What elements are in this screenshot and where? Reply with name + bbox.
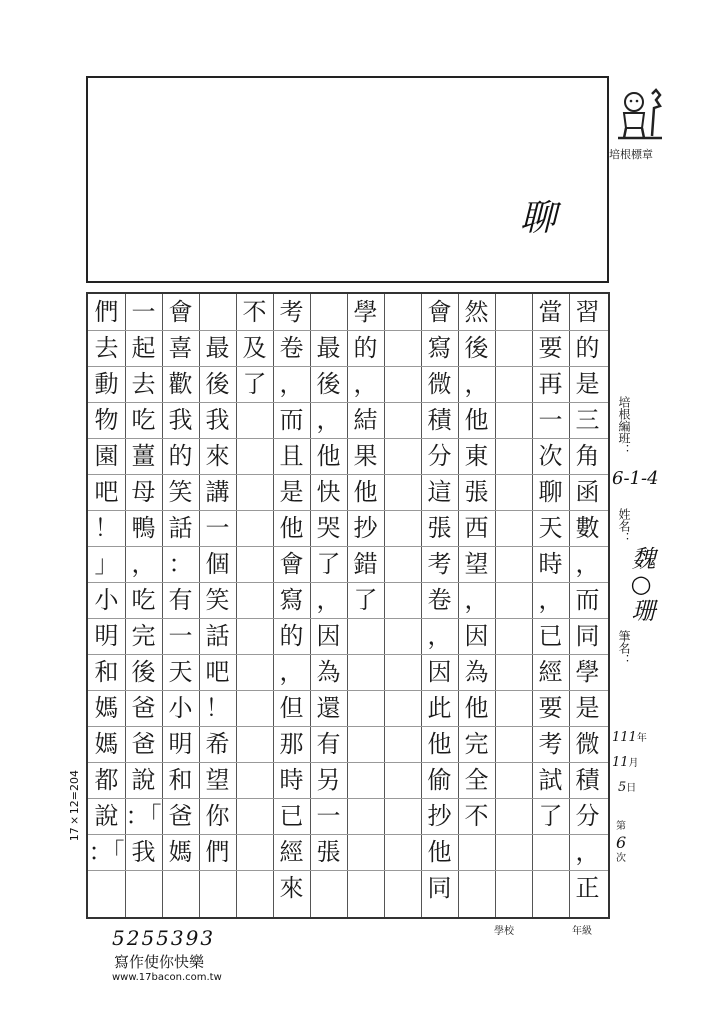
grid-cell: 來 [205, 442, 230, 470]
grid-cell: 卷 [279, 334, 304, 362]
grid-cell: 考 [279, 298, 304, 326]
grid-cell: 會 [168, 298, 193, 326]
grid-cell [384, 798, 421, 834]
grid-column [495, 294, 532, 917]
grid-cell [384, 870, 421, 906]
grid-cell: 聊 [538, 478, 563, 506]
grid-cell: 一 [316, 802, 341, 830]
grid-cell: 偷 [427, 766, 452, 794]
class-label: 培根編班： [617, 396, 631, 456]
grid-cell: 角 [575, 442, 600, 470]
grid-cell: 是 [279, 478, 304, 506]
grid-cell: 要 [538, 694, 563, 722]
grid-cell: 同 [575, 622, 600, 650]
grid-cell: 此 [427, 694, 452, 722]
grid-cell: 話 [168, 514, 193, 542]
grid-column [569, 294, 606, 917]
grid-cell: 我 [131, 838, 156, 866]
grid-cell [347, 690, 384, 726]
grid-cell [125, 870, 162, 906]
grid-cell: 他 [353, 478, 378, 506]
grid-column [310, 294, 347, 917]
grid-cell: 來 [279, 874, 304, 902]
grid-cell: 有 [168, 586, 193, 614]
grid-cell: 我 [168, 406, 193, 434]
handwritten-title-fragment: 聊 [520, 198, 557, 239]
grid-cell: 們 [94, 298, 119, 326]
grid-cell: 寫 [427, 334, 452, 362]
grid-cell: 結 [353, 406, 378, 434]
grid-cell: 試 [538, 766, 563, 794]
grade-label: 年級 [572, 926, 592, 937]
grid-cell: 寫 [279, 586, 304, 614]
grid-cell: 動 [94, 370, 119, 398]
grid-cell: 吧 [205, 658, 230, 686]
grid-cell: 笑 [168, 478, 193, 506]
grid-cell [347, 726, 384, 762]
grid-cell: 媽 [94, 694, 119, 722]
grid-cell [236, 762, 273, 798]
grid-cell: 個 [205, 550, 230, 578]
grid-cell [347, 762, 384, 798]
grid-cell: 不 [464, 802, 489, 830]
grid-cell: 說 [94, 802, 119, 830]
grid-cell [236, 618, 273, 654]
grid-cell: 經 [279, 838, 304, 866]
grid-cell: 為 [316, 658, 341, 686]
grid-cell: 和 [94, 658, 119, 686]
grid-cell [384, 402, 421, 438]
grid-cell: 去 [94, 334, 119, 362]
grid-cell [384, 438, 421, 474]
grid-cell [384, 474, 421, 510]
grid-cell [495, 690, 532, 726]
grid-cell: 但 [279, 694, 304, 722]
grid-cell: 鴨 [131, 514, 156, 542]
grid-cell [532, 870, 569, 906]
school-label: 學校 [494, 926, 514, 937]
grid-cell [236, 546, 273, 582]
grid-cell [458, 870, 495, 906]
grid-cell [495, 510, 532, 546]
writing-grid [86, 292, 610, 919]
grid-cell: 母 [131, 478, 156, 506]
grid-cell: 望 [205, 766, 230, 794]
grid-cell [495, 762, 532, 798]
grid-cell: 微 [575, 730, 600, 758]
grid-cell: 的 [279, 622, 304, 650]
grid-cell: 完 [131, 622, 156, 650]
grid-cell: 因 [316, 622, 341, 650]
grid-cell [495, 798, 532, 834]
logo-caption: 培根標章 [609, 148, 653, 161]
slogan: 寫作使你快樂 [114, 953, 205, 971]
grid-cell: 後 [464, 334, 489, 362]
grid-cell: 園 [94, 442, 119, 470]
grid-cell: 然 [464, 298, 489, 326]
grid-cell: 要 [538, 334, 563, 362]
grid-cell: 及 [242, 334, 267, 362]
grid-cell: 了 [538, 802, 563, 830]
grid-cell [384, 366, 421, 402]
grid-cell: 天 [538, 514, 563, 542]
grid-cell: 而 [575, 586, 600, 614]
grid-cell [384, 654, 421, 690]
grid-cell [236, 834, 273, 870]
grid-cell: 果 [353, 442, 378, 470]
grid-cell: 們 [205, 838, 230, 866]
grid-cell: ， [575, 550, 600, 578]
grid-cell [532, 834, 569, 870]
grid-column [125, 294, 162, 917]
grid-cell: 希 [205, 730, 230, 758]
grid-cell: 學 [353, 298, 378, 326]
grid-cell: 一 [168, 622, 193, 650]
grid-cell: 的 [353, 334, 378, 362]
grid-column [273, 294, 310, 917]
grid-cell: ！ [94, 514, 119, 542]
grid-cell [384, 690, 421, 726]
grid-cell [236, 870, 273, 906]
grid-cell [236, 474, 273, 510]
grid-cell: 明 [168, 730, 193, 758]
grid-cell: 這 [427, 478, 452, 506]
grid-cell [162, 870, 199, 906]
grid-cell: 他 [316, 442, 341, 470]
grid-cell: 後 [131, 658, 156, 686]
grid-cell [495, 438, 532, 474]
grid-cell: 了 [353, 586, 378, 614]
grid-cell: 那 [279, 730, 304, 758]
grid-cell [384, 294, 421, 330]
grid-cell: 說 [131, 766, 156, 794]
grid-cell: 考 [427, 550, 452, 578]
grid-cell: 最 [205, 334, 230, 362]
grid-cell: 笑 [205, 586, 230, 614]
grid-cell: 抄 [353, 514, 378, 542]
grid-cell: 他 [427, 730, 452, 758]
grid-cell: 因 [464, 622, 489, 650]
grid-cell [236, 690, 273, 726]
grid-cell: ， [279, 370, 304, 398]
date-block [612, 730, 652, 867]
grid-cell: 錯 [353, 550, 378, 578]
grid-cell: ， [279, 658, 304, 686]
grid-cell: 歡 [168, 370, 193, 398]
grid-cell: 次 [538, 442, 563, 470]
grid-cell: ， [538, 586, 563, 614]
grid-cell: 因 [427, 658, 452, 686]
grid-column [384, 294, 421, 917]
grid-cell: 他 [464, 694, 489, 722]
grid-cell: 是 [575, 370, 600, 398]
grid-cell: 小 [168, 694, 193, 722]
grid-cell: 張 [427, 514, 452, 542]
grid-cell: 最 [316, 334, 341, 362]
class-value: 6-1-4 [612, 468, 659, 489]
grid-cell [495, 870, 532, 906]
grid-cell [236, 582, 273, 618]
grid-cell [310, 870, 347, 906]
grid-cell: 且 [279, 442, 304, 470]
grid-cell [236, 438, 273, 474]
grid-cell: 講 [205, 478, 230, 506]
grid-cell [347, 654, 384, 690]
grid-cell: 後 [316, 370, 341, 398]
grid-cell: 為 [464, 658, 489, 686]
grid-cell [495, 546, 532, 582]
grid-cell: 分 [427, 442, 452, 470]
grid-cell: 媽 [168, 838, 193, 866]
grid-cell: 的 [575, 334, 600, 362]
grid-column [88, 294, 125, 917]
grid-cell: 時 [279, 766, 304, 794]
grid-cell: 哭 [316, 514, 341, 542]
grid-cell: 另 [316, 766, 341, 794]
name-label: 姓名： [617, 508, 631, 544]
pen-name-label: 筆名： [617, 630, 631, 666]
grid-cell: 卷 [427, 586, 452, 614]
phone-number: 5255393 [112, 926, 216, 950]
grid-column [347, 294, 384, 917]
grid-cell: 分 [575, 802, 600, 830]
grid-column [236, 294, 273, 917]
grid-cell: 完 [464, 730, 489, 758]
grid-cell: 而 [279, 406, 304, 434]
grid-cell: 吧 [94, 478, 119, 506]
grid-cell: 爸 [131, 730, 156, 758]
grid-cell: 三 [575, 406, 600, 434]
grid-cell: 一 [205, 514, 230, 542]
grid-cell: 積 [427, 406, 452, 434]
grid-cell: 有 [316, 730, 341, 758]
grid-cell: ， [316, 406, 341, 434]
grid-column [421, 294, 458, 917]
grid-cell [88, 870, 125, 906]
grid-cell: 物 [94, 406, 119, 434]
grid-cell [384, 546, 421, 582]
grid-cell: 積 [575, 766, 600, 794]
grid-cell: 快 [316, 478, 341, 506]
grid-cell: 的 [168, 442, 193, 470]
grid-cell: 爸 [131, 694, 156, 722]
grid-cell [310, 294, 347, 330]
grid-cell: 你 [205, 802, 230, 830]
grid-cell: 媽 [94, 730, 119, 758]
grid-cell: 考 [538, 730, 563, 758]
grid-cell [495, 726, 532, 762]
grid-cell [495, 402, 532, 438]
grid-cell: 會 [427, 298, 452, 326]
grid-cell: 時 [538, 550, 563, 578]
grid-cell [236, 654, 273, 690]
grid-cell: 吃 [131, 406, 156, 434]
grid-cell: 薑 [131, 442, 156, 470]
grid-cell [236, 726, 273, 762]
grid-size-label: 17×12=204 [68, 770, 81, 842]
grid-cell: ：「 [125, 802, 162, 830]
grid-cell [347, 834, 384, 870]
grid-cell: 話 [205, 622, 230, 650]
grid-cell: 微 [427, 370, 452, 398]
grid-cell [458, 834, 495, 870]
grid-cell [495, 330, 532, 366]
grid-cell [384, 618, 421, 654]
grid-cell: 後 [205, 370, 230, 398]
grid-column [162, 294, 199, 917]
grid-cell: 不 [242, 298, 267, 326]
grid-cell [495, 582, 532, 618]
grid-cell: 我 [205, 406, 230, 434]
grid-cell: 吃 [131, 586, 156, 614]
date-day: 5日 [618, 780, 637, 795]
grid-cell: 都 [94, 766, 119, 794]
grid-cell: ， [575, 838, 600, 866]
grid-cell: 同 [427, 874, 452, 902]
grid-cell: 已 [279, 802, 304, 830]
grid-cell: 還 [316, 694, 341, 722]
grid-cell: ， [464, 370, 489, 398]
grid-cell [347, 798, 384, 834]
grid-cell [347, 870, 384, 906]
grid-cell: 他 [427, 838, 452, 866]
grid-cell: 望 [464, 550, 489, 578]
grid-cell: ， [316, 586, 341, 614]
grid-cell [199, 294, 236, 330]
grid-cell [236, 510, 273, 546]
grid-cell: 西 [464, 514, 489, 542]
grid-cell: 去 [131, 370, 156, 398]
grid-cell: 再 [538, 370, 563, 398]
grid-cell: 張 [464, 478, 489, 506]
grid-cell: 他 [464, 406, 489, 434]
grid-cell: 爸 [168, 802, 193, 830]
grid-cell: 全 [464, 766, 489, 794]
grid-cell: 東 [464, 442, 489, 470]
grid-cell: 小 [94, 586, 119, 614]
grid-cell: ， [353, 370, 378, 398]
grid-cell: ： [168, 550, 193, 578]
grid-cell [384, 510, 421, 546]
grid-cell: ， [427, 622, 452, 650]
grid-cell: ：「 [88, 838, 125, 866]
grid-cell [495, 474, 532, 510]
grid-cell: ， [131, 550, 156, 578]
grid-cell: 經 [538, 658, 563, 686]
grid-cell [384, 762, 421, 798]
grid-cell: 張 [316, 838, 341, 866]
grid-cell: 他 [279, 514, 304, 542]
grid-cell: 明 [94, 622, 119, 650]
info-panel [612, 396, 672, 936]
grid-cell [347, 618, 384, 654]
grid-cell [495, 654, 532, 690]
grid-cell: 學 [575, 658, 600, 686]
grid-cell [236, 798, 273, 834]
grid-column [458, 294, 495, 917]
grid-cell: ！ [205, 694, 230, 722]
grid-cell [495, 366, 532, 402]
grid-cell [384, 834, 421, 870]
grid-cell [495, 618, 532, 654]
bacon-logo [612, 86, 668, 142]
grid-cell [384, 330, 421, 366]
grid-cell: 會 [279, 550, 304, 578]
grid-cell [384, 726, 421, 762]
grid-cell: ， [464, 586, 489, 614]
grid-cell [495, 834, 532, 870]
grid-cell: 起 [131, 334, 156, 362]
grid-cell: 當 [538, 298, 563, 326]
grid-cell: 和 [168, 766, 193, 794]
grid-cell: 喜 [168, 334, 193, 362]
name-value: 魏○珊 [627, 546, 655, 622]
grid-cell: 」 [94, 550, 119, 578]
grid-cell: 了 [242, 370, 267, 398]
grid-cell: 了 [316, 550, 341, 578]
top-drawing-box [86, 76, 609, 283]
child-on-tree-icon [612, 86, 668, 142]
grid-cell: 數 [575, 514, 600, 542]
attempt-count: 第 6 次 [616, 821, 627, 864]
grid-cell: 一 [131, 298, 156, 326]
grid-column [199, 294, 236, 917]
grid-cell: 天 [168, 658, 193, 686]
grid-cell [199, 870, 236, 906]
grid-cell: 一 [538, 406, 563, 434]
grid-cell: 正 [575, 874, 600, 902]
grid-cell: 是 [575, 694, 600, 722]
grid-cell [384, 582, 421, 618]
website: www.17bacon.com.tw [112, 972, 222, 983]
grid-cell: 習 [575, 298, 600, 326]
grid-cell [495, 294, 532, 330]
grid-cell [236, 402, 273, 438]
date-year: 111年 [612, 730, 647, 745]
date-month: 11月 [612, 755, 639, 770]
grid-column [532, 294, 569, 917]
grid-cell: 函 [575, 478, 600, 506]
grid-cell: 抄 [427, 802, 452, 830]
grid-cell: 已 [538, 622, 563, 650]
